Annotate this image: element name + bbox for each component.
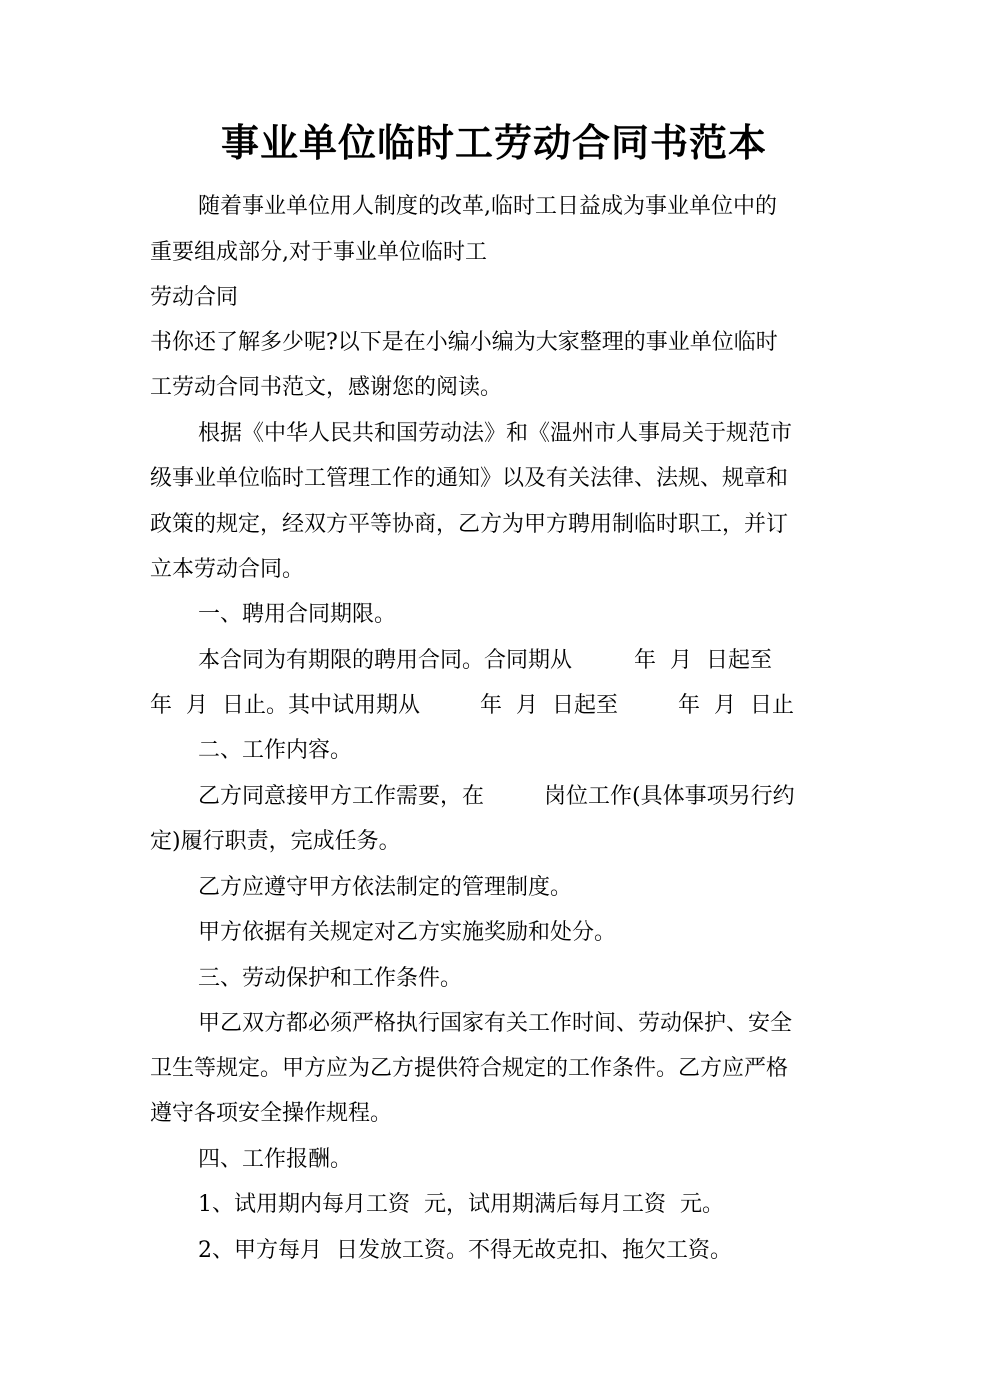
intro-line-5: 工劳动合同书范文，感谢您的阅读。 <box>150 375 503 400</box>
section3-line-3: 遵守各项安全操作规程。 <box>150 1101 393 1126</box>
section1-line-2-b: 年 月 日起至 <box>479 693 618 718</box>
basis-line-4: 立本劳动合同。 <box>150 557 305 582</box>
section2-line-4: 甲方依据有关规定对乙方实施奖励和处分。 <box>198 920 617 945</box>
basis-line-3: 政策的规定，经双方平等协商，乙方为甲方聘用制临时职工，并订 <box>150 512 789 537</box>
section1-line-2-a: 年 月 日止。其中试用期从 <box>150 693 420 718</box>
section1-heading: 一、聘用合同期限。 <box>198 602 397 627</box>
section1-line-1-b: 年 月 日起至 <box>634 648 772 673</box>
section4-item-1: 1、试用期内每月工资 元，试用期满后每月工资 元。 <box>198 1192 724 1217</box>
basis-line-1: 根据《中华人民共和国劳动法》和《温州市人事局关于规范市 <box>198 421 793 446</box>
document-title: 事业单位临时工劳动合同书范本 <box>220 120 767 165</box>
section2-line-1-b: 岗位工作(具体事项另行约 <box>544 784 795 809</box>
intro-line-3: 劳动合同 <box>150 285 239 310</box>
intro-line-4: 书你还了解多少呢?以下是在小编小编为大家整理的事业单位临时 <box>150 330 778 355</box>
section2-line-2: 定)履行职责，完成任务。 <box>150 829 401 854</box>
section1-line-2-c: 年 月 日止 <box>677 693 794 718</box>
section1-line-1-a: 本合同为有期限的聘用合同。合同期从 <box>198 648 573 673</box>
intro-line-1: 随着事业单位用人制度的改革,临时工日益成为事业单位中的 <box>198 194 777 219</box>
section4-item-2: 2、甲方每月 日发放工资。不得无故克扣、拖欠工资。 <box>198 1238 732 1263</box>
section3-line-2: 卫生等规定。甲方应为乙方提供符合规定的工作条件。乙方应严格 <box>150 1056 789 1081</box>
basis-line-2: 级事业单位临时工管理工作的通知》以及有关法律、法规、规章和 <box>150 466 789 491</box>
section2-line-3: 乙方应遵守甲方依法制定的管理制度。 <box>198 875 573 900</box>
section4-heading: 四、工作报酬。 <box>198 1147 353 1172</box>
section2-line-1-a: 乙方同意接甲方工作需要，在 <box>198 784 485 809</box>
section2-heading: 二、工作内容。 <box>198 738 353 763</box>
section3-line-1: 甲乙双方都必须严格执行国家有关工作时间、劳动保护、安全 <box>198 1011 793 1036</box>
intro-line-2: 重要组成部分,对于事业单位临时工 <box>150 240 487 265</box>
section2-line-1 <box>198 782 795 812</box>
section1-line-2 <box>150 691 794 721</box>
section3-heading: 三、劳动保护和工作条件。 <box>198 966 463 991</box>
section1-line-1 <box>198 646 772 676</box>
